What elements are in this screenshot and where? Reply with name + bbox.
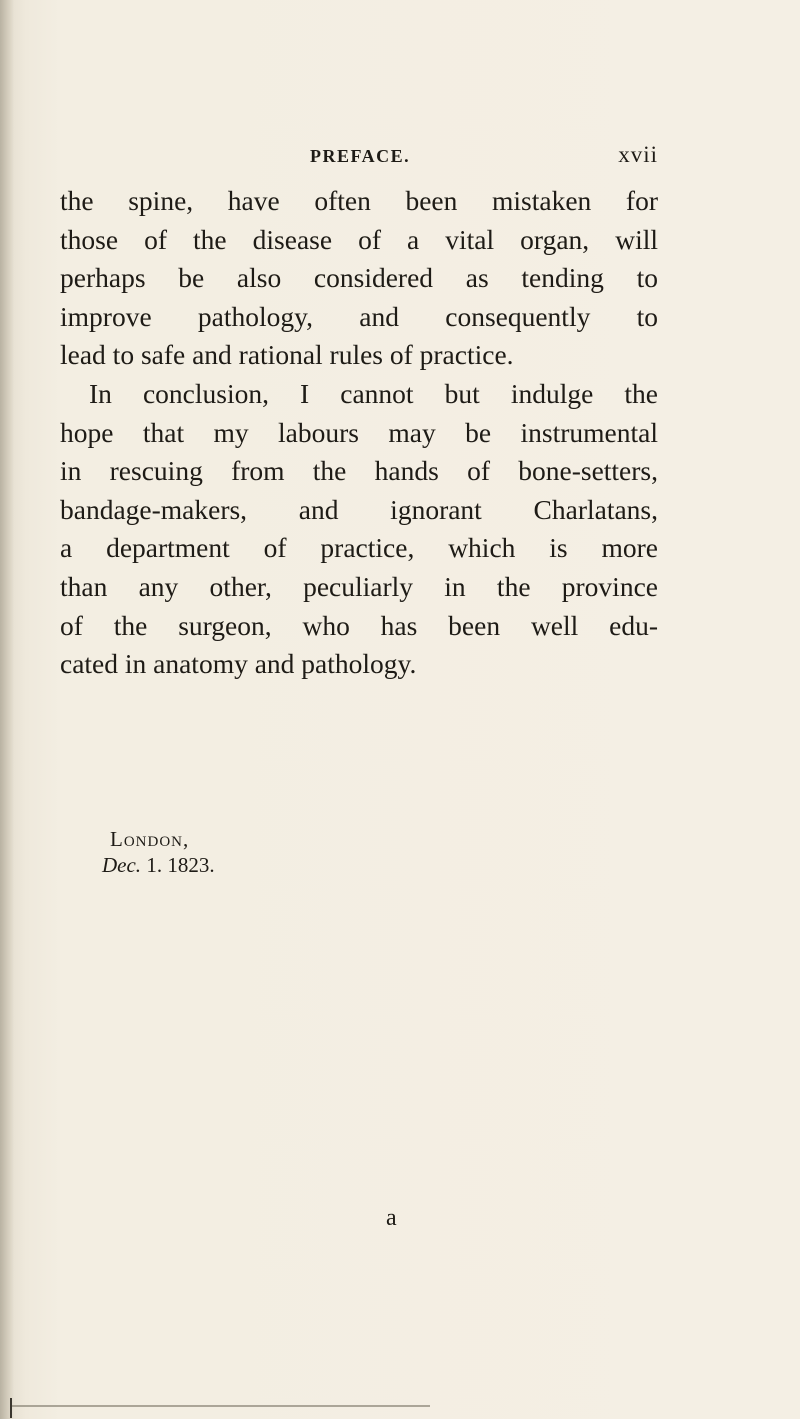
signature-mark: a [386,1205,397,1231]
text-line: bandage-makers, and ignorant Charlatans, [60,493,658,525]
running-title: PREFACE. [310,146,411,166]
signoff-date-rest: 1. 1823. [141,853,215,877]
text-line: of the surgeon, who has been well edu- [60,609,658,641]
text-line: in rescuing from the hands of bone-setters, [60,455,658,487]
text-line: cated in anatomy and pathology. [60,648,417,680]
page-number: xvii [618,142,658,167]
page-header [310,142,658,176]
text-line: perhaps be also considered as tending to [60,262,658,294]
page-edge-tick [10,1398,12,1418]
body-text [60,182,658,684]
signoff-date [102,852,215,878]
text-line: those of the disease of a vital organ, will [60,223,658,255]
text-line: In conclusion, I cannot but indulge the [89,377,658,409]
text-line: the spine, have often been mistaken for [60,185,658,216]
signoff [102,826,215,878]
text-line: improve pathology, and consequently to [60,300,658,332]
text-line: hope that my labours may be instrumental [60,416,658,448]
signoff-place: London, [110,827,190,851]
text-line: lead to safe and rational rules of practice. [60,339,514,371]
page-edge-line [10,1405,430,1407]
text-line: than any other, peculiarly in the province [60,570,658,602]
signoff-date-month: Dec. [102,853,142,877]
binding-gutter [0,0,14,1419]
text-line: a department of practice, which is more [60,532,658,564]
